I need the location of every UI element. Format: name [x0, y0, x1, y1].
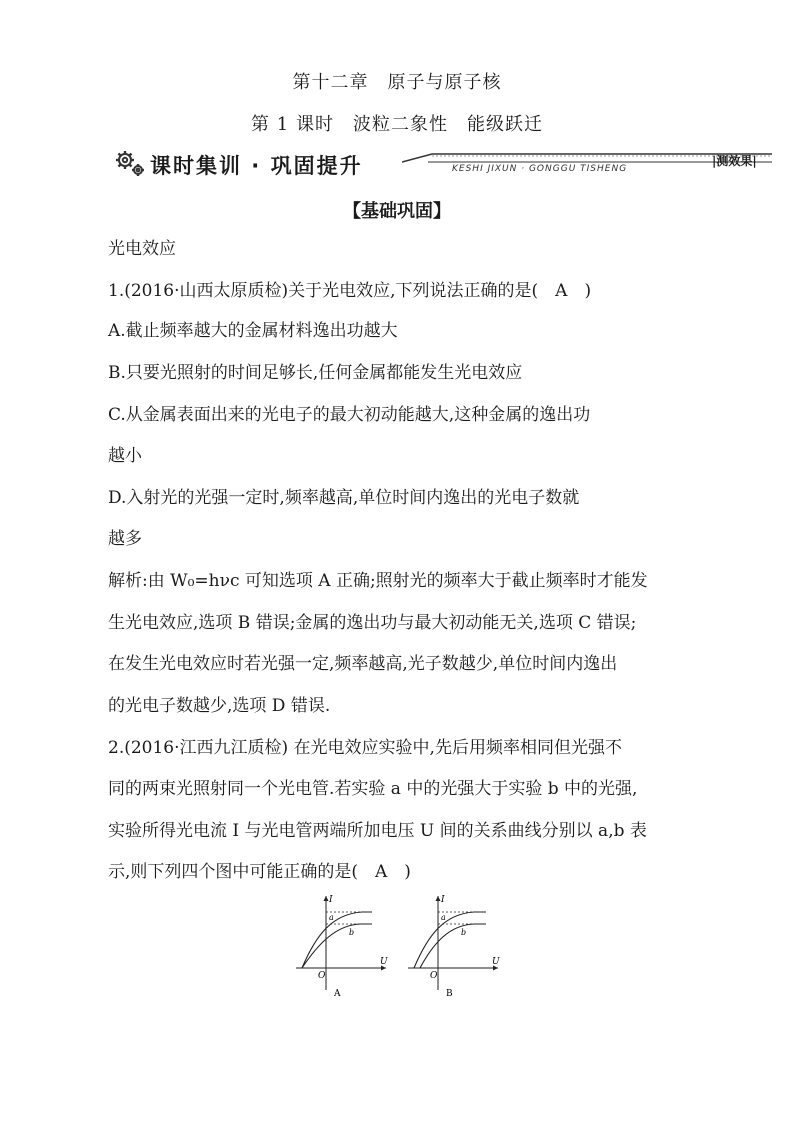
graph-b-curve-b — [420, 924, 486, 968]
section-banner — [112, 144, 772, 180]
q1-option-a: A.截止频率越大的金属材料逸出功越大 — [108, 321, 398, 341]
graph-a-i-arrow — [324, 896, 329, 901]
banner-title: 课时集训 · 巩固提升 — [150, 154, 363, 178]
topic-heading: 光电效应 — [108, 239, 176, 259]
graph-b-i-label: I — [441, 895, 445, 905]
iu-graphs — [292, 890, 512, 1000]
lesson-title: 第 1 课时 波粒二象性 能级跃迁 — [251, 114, 543, 135]
graph-b-origin: O — [430, 971, 438, 981]
q1-analysis-line-1: 解析:由 W₀=hνc 可知选项 A 正确;照射光的频率大于截止频率时才能发 — [108, 571, 648, 591]
graph-b — [408, 895, 500, 999]
q1-analysis-line-2: 生光电效应,选项 B 错误;金属的逸出功与最大初动能无关,选项 C 错误; — [108, 613, 637, 633]
q1-option-b: B.只要光照射的时间足够长,任何金属都能发生光电效应 — [108, 363, 523, 383]
graph-b-label-a: a — [441, 913, 446, 922]
q2-stem-line-2: 同的两束光照射同一个光电管.若实验 a 中的光强大于实验 b 中的光强, — [108, 779, 638, 799]
graph-a-origin: O — [318, 971, 326, 981]
graph-b-i-arrow — [436, 896, 441, 901]
graph-a-label-b: b — [349, 928, 355, 937]
chapter-title: 第十二章 原子与原子核 — [292, 72, 502, 93]
q1-stem: 1.(2016·山西太原质检)关于光电效应,下列说法正确的是( A ) — [108, 281, 592, 301]
banner-tag: |测效果| — [712, 154, 757, 168]
graph-b-u-label: U — [492, 957, 500, 967]
q1-analysis-line-4: 的光电子数越少,选项 D 错误. — [108, 696, 331, 716]
q1-option-c: C.从金属表面出来的光电子的最大初动能越大,这种金属的逸出功 — [108, 405, 591, 425]
q2-stem-line-3: 实验所得光电流 I 与光电管两端所加电压 U 间的关系曲线分别以 a,b 表 — [108, 821, 647, 841]
graph-a-curve-a — [302, 912, 372, 968]
graph-a-caption: A — [334, 989, 341, 999]
graph-b-label-b: b — [461, 928, 467, 937]
banner-subtitle: KESHI JIXUN · GONGGU TISHENG — [452, 164, 628, 174]
q1-option-c-cont: 越小 — [108, 446, 142, 466]
graph-a-label-a: a — [329, 913, 334, 922]
q2-stem-line-1: 2.(2016·江西九江质检) 在光电效应实验中,先后用频率相同但光强不 — [108, 738, 622, 758]
q1-analysis-line-3: 在发生光电效应时若光强一定,频率越高,光子数越少,单位时间内逸出 — [108, 654, 618, 674]
graph-a-i-label: I — [329, 895, 333, 905]
q1-option-d-cont: 越多 — [108, 529, 142, 549]
q1-option-d: D.入射光的光强一定时,频率越高,单位时间内逸出的光电子数就 — [108, 488, 580, 508]
gear-icon — [112, 144, 148, 180]
section-title: 【基础巩固】 — [343, 201, 451, 222]
graph-b-caption: B — [446, 989, 453, 999]
graph-a-u-label: U — [380, 957, 388, 967]
q2-stem-line-4: 示,则下列四个图中可能正确的是( A ) — [108, 862, 411, 882]
graph-a — [296, 895, 388, 999]
